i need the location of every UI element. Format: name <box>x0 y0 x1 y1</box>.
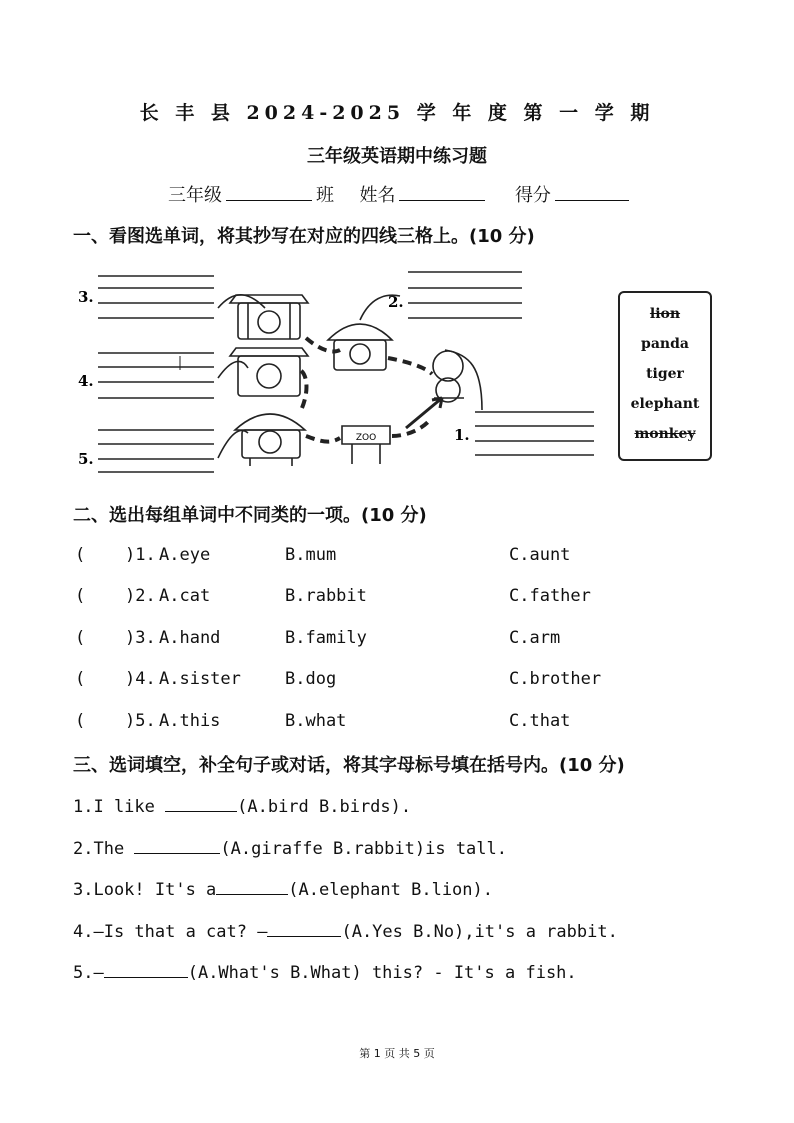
choice-row <box>73 711 723 737</box>
grid-number-4: 4. <box>78 372 94 390</box>
choice-row <box>73 669 723 695</box>
fill-item-5 <box>73 960 577 983</box>
grid-number-5: 5. <box>78 450 94 468</box>
word-bank-item: lion <box>649 306 681 322</box>
writing-grid-2[interactable] <box>408 272 522 318</box>
page-footer: 第 1 页 共 5 页 <box>359 1047 435 1060</box>
section1-illustration <box>70 258 610 473</box>
fill-blank[interactable] <box>165 794 237 812</box>
question-number: )5. <box>125 711 156 731</box>
fill-blank[interactable] <box>267 919 341 937</box>
option-c: C.that <box>509 711 571 731</box>
option-a: A.sister <box>159 669 241 689</box>
grid-number-1: 1. <box>454 426 470 444</box>
fill-text-before: 4.—Is that a cat? — <box>73 922 268 942</box>
exam-title: 长 丰 县 2024-2025 学 年 度 第 一 学 期 <box>139 102 655 124</box>
option-c: C.aunt <box>509 545 571 565</box>
fill-blank[interactable] <box>104 960 188 978</box>
answer-paren[interactable]: ( <box>75 586 86 606</box>
fill-blank[interactable] <box>216 877 288 895</box>
fill-text-after: (A.Yes B.No),it's a rabbit. <box>341 922 618 942</box>
writing-grid-4[interactable] <box>98 353 214 398</box>
fill-text-after: (A.bird B.birds). <box>237 797 412 817</box>
fill-blank[interactable] <box>134 836 220 854</box>
fill-text-after: (A.What's B.What) this? - It's a fish. <box>187 963 577 983</box>
option-a: A.hand <box>159 628 221 648</box>
option-b: B.family <box>285 628 367 648</box>
section2-heading: 二、选出每组单词中不同类的一项。(10 分) <box>73 505 427 526</box>
choice-row <box>73 545 723 571</box>
choice-row <box>73 628 723 654</box>
word-bank-item: monkey <box>634 426 696 442</box>
question-number: )1. <box>125 545 156 565</box>
grid-number-3: 3. <box>78 288 94 306</box>
answer-paren[interactable]: ( <box>75 628 86 648</box>
class-label: 三年级 <box>168 185 222 206</box>
exam-subtitle: 三年级英语期中练习题 <box>307 146 487 167</box>
writing-grid-5[interactable] <box>98 430 214 472</box>
zoo-sign-text: ZOO <box>355 433 377 443</box>
section3-heading: 三、选词填空，补全句子或对话，将其字母标号填在括号内。(10 分) <box>73 755 625 776</box>
name-blank[interactable] <box>399 182 485 201</box>
choice-row <box>73 586 723 612</box>
score-label: 得分 <box>514 185 551 206</box>
section1-heading: 一、看图选单词，将其抄写在对应的四线三格上。(10 分) <box>73 226 535 247</box>
answer-paren[interactable]: ( <box>75 711 86 731</box>
fill-text-before: 1.I like <box>73 797 166 817</box>
student-info-line <box>168 181 633 207</box>
question-number: )4. <box>125 669 156 689</box>
fill-text-after: (A.elephant B.lion). <box>288 880 493 900</box>
word-bank-item: panda <box>641 336 689 352</box>
question-number: )2. <box>125 586 156 606</box>
option-b: B.rabbit <box>285 586 367 606</box>
class-blank[interactable] <box>226 182 312 201</box>
option-b: B.mum <box>285 545 337 565</box>
name-label: 姓名 <box>359 185 396 206</box>
writing-grid-3[interactable] <box>98 276 214 318</box>
word-bank-item: tiger <box>646 366 684 382</box>
question-number: )3. <box>125 628 156 648</box>
fill-text-after: (A.giraffe B.rabbit)is tall. <box>220 839 507 859</box>
fill-text-before: 3.Look! It's a <box>73 880 217 900</box>
option-c: C.brother <box>509 669 602 689</box>
fill-item-4 <box>73 919 618 942</box>
option-b: B.dog <box>285 669 337 689</box>
answer-paren[interactable]: ( <box>75 669 86 689</box>
option-a: A.cat <box>159 586 211 606</box>
word-bank-item: elephant <box>630 396 700 412</box>
class-suffix: 班 <box>316 185 334 206</box>
option-c: C.arm <box>509 628 561 648</box>
option-a: A.eye <box>159 545 211 565</box>
option-c: C.father <box>509 586 591 606</box>
option-a: A.this <box>159 711 221 731</box>
score-blank[interactable] <box>555 182 629 201</box>
fill-item-2 <box>73 836 507 859</box>
word-bank-box <box>618 291 712 461</box>
writing-grid-1[interactable] <box>475 412 594 455</box>
answer-paren[interactable]: ( <box>75 545 86 565</box>
fill-item-1 <box>73 794 411 817</box>
grid-number-2: 2. <box>388 293 404 311</box>
fill-text-before: 5.— <box>73 963 104 983</box>
option-b: B.what <box>285 711 347 731</box>
fill-item-3 <box>73 877 493 900</box>
fill-text-before: 2.The <box>73 839 135 859</box>
